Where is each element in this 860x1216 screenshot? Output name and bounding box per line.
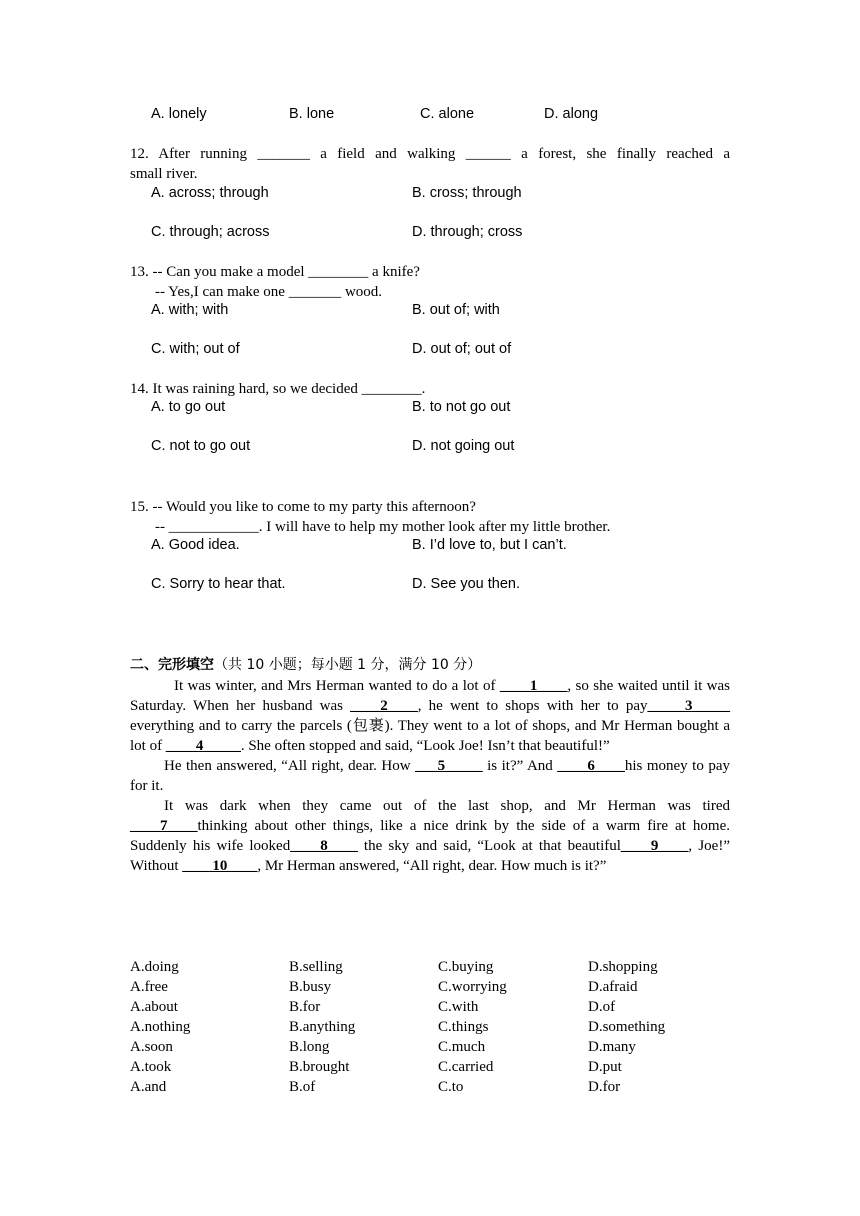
option-c: C. through; across: [151, 224, 270, 240]
blank-9: ____9____: [620, 838, 689, 854]
option-b: B. lone: [289, 106, 335, 122]
blank-10: ____10____: [182, 858, 258, 874]
choice-a: A.and: [130, 1079, 167, 1095]
choice-c: C.carried: [438, 1059, 494, 1075]
choice-a: A.soon: [130, 1039, 173, 1055]
question-12-stem-line-1: 12. After running _______ a field and walking ______ a forest, she finally reached a: [130, 146, 730, 162]
blank-2: ____2____: [350, 698, 418, 714]
question-13-stem-line-1: 13. -- Can you make a model ________ a knife?: [130, 264, 420, 280]
option-c: C. Sorry to hear that.: [151, 576, 286, 592]
question-13-stem-line-2: -- Yes,I can make one _______ wood.: [155, 284, 383, 300]
option-d: D. See you then.: [412, 576, 521, 592]
section-heading-main: 二、完形填空: [130, 657, 214, 673]
option-a: A. lonely: [151, 106, 207, 122]
choice-c: C.worrying: [438, 979, 507, 995]
choice-d: D.of: [588, 999, 616, 1015]
choice-a: A.free: [130, 979, 168, 995]
option-b: B. cross; through: [412, 185, 522, 201]
choice-a: A.about: [130, 999, 178, 1015]
passage-paragraph-1: It was winter, and Mrs Herman wanted to do a lot of ____1____, so she waited until it was Saturday. When her husband was ____2____, he went to shops with her to pay_____3_____ everything and to carry the parcels (包裹). They went to a lot of shops, and Mr Herman bought a lot of ____4_____. She often stopped and said, “Look Joe! Isn’t that beautiful!”: [130, 678, 731, 754]
option-a: A. across; through: [151, 185, 269, 201]
option-a: A. to go out: [151, 399, 226, 415]
choice-b: B.busy: [289, 979, 332, 995]
option-d: D. through; cross: [412, 224, 523, 240]
choice-b: B.long: [289, 1039, 330, 1055]
option-b: B. to not go out: [412, 399, 511, 415]
passage-paragraph-3: It was dark when they came out of the last shop, and Mr Herman was tired ____7____thinking about other things, like a nice drink by the side of a warm fire at home. Suddenly his wife looked____8____ the sky and said, “Look at that beautiful____9____, Joe!” Without ____10____, Mr Herman answered, “All right, dear. How much is it?”: [130, 798, 730, 874]
blank-6: ____6____: [557, 758, 625, 774]
choice-b: B.of: [289, 1079, 316, 1095]
choice-c: C.buying: [438, 959, 494, 975]
blank-3: _____3_____: [647, 698, 730, 714]
choice-b: B.for: [289, 999, 321, 1015]
choice-d: D.something: [588, 1019, 666, 1035]
choice-a: A.took: [130, 1059, 172, 1075]
choice-a: A.nothing: [130, 1019, 191, 1035]
option-d: D. out of; out of: [412, 341, 512, 357]
option-b: B. out of; with: [412, 302, 500, 318]
option-c: C. with; out of: [151, 341, 240, 357]
section-heading-detail: （共 10 小题；每小题 1 分，满分 10 分）: [214, 657, 482, 673]
passage-paragraph-2: He then answered, “All right, dear. How ___5_____ is it?” And ____6____his money to pay for it.: [130, 758, 731, 794]
option-c: C. alone: [420, 106, 475, 122]
choice-d: D.put: [588, 1059, 622, 1075]
option-c: C. not to go out: [151, 438, 251, 454]
choice-b: B.brought: [289, 1059, 350, 1075]
choice-c: C.much: [438, 1039, 486, 1055]
question-12-stem-line-2: small river.: [130, 166, 198, 182]
question-15-stem-line-2: -- ____________. I will have to help my mother look after my little brother.: [155, 519, 611, 535]
blank-8: ____8____: [290, 838, 358, 854]
cloze-passage: [130, 676, 730, 876]
choice-c: C.things: [438, 1019, 489, 1035]
blank-7: ____7____: [130, 818, 198, 834]
choice-a: A.doing: [130, 959, 179, 975]
choice-b: B.anything: [289, 1019, 356, 1035]
choice-d: D.shopping: [588, 959, 658, 975]
option-a: A. Good idea.: [151, 537, 240, 553]
choice-d: D.afraid: [588, 979, 638, 995]
blank-1: ____1____: [499, 678, 568, 694]
choice-c: C.with: [438, 999, 479, 1015]
question-15-stem-line-1: 15. -- Would you like to come to my party this afternoon?: [130, 499, 476, 515]
option-a: A. with; with: [151, 302, 229, 318]
option-d: D. along: [544, 106, 599, 122]
section-heading-cloze: [130, 654, 481, 674]
option-d: D. not going out: [412, 438, 515, 454]
choice-b: B.selling: [289, 959, 343, 975]
blank-5: ___5_____: [415, 758, 483, 774]
blank-4: ____4_____: [165, 738, 241, 754]
choice-c: C.to: [438, 1079, 464, 1095]
choice-d: D.many: [588, 1039, 636, 1055]
choice-d: D.for: [588, 1079, 621, 1095]
question-14-stem: 14. It was raining hard, so we decided ________.: [130, 381, 426, 397]
option-b: B. I’d love to, but I can’t.: [412, 537, 567, 553]
